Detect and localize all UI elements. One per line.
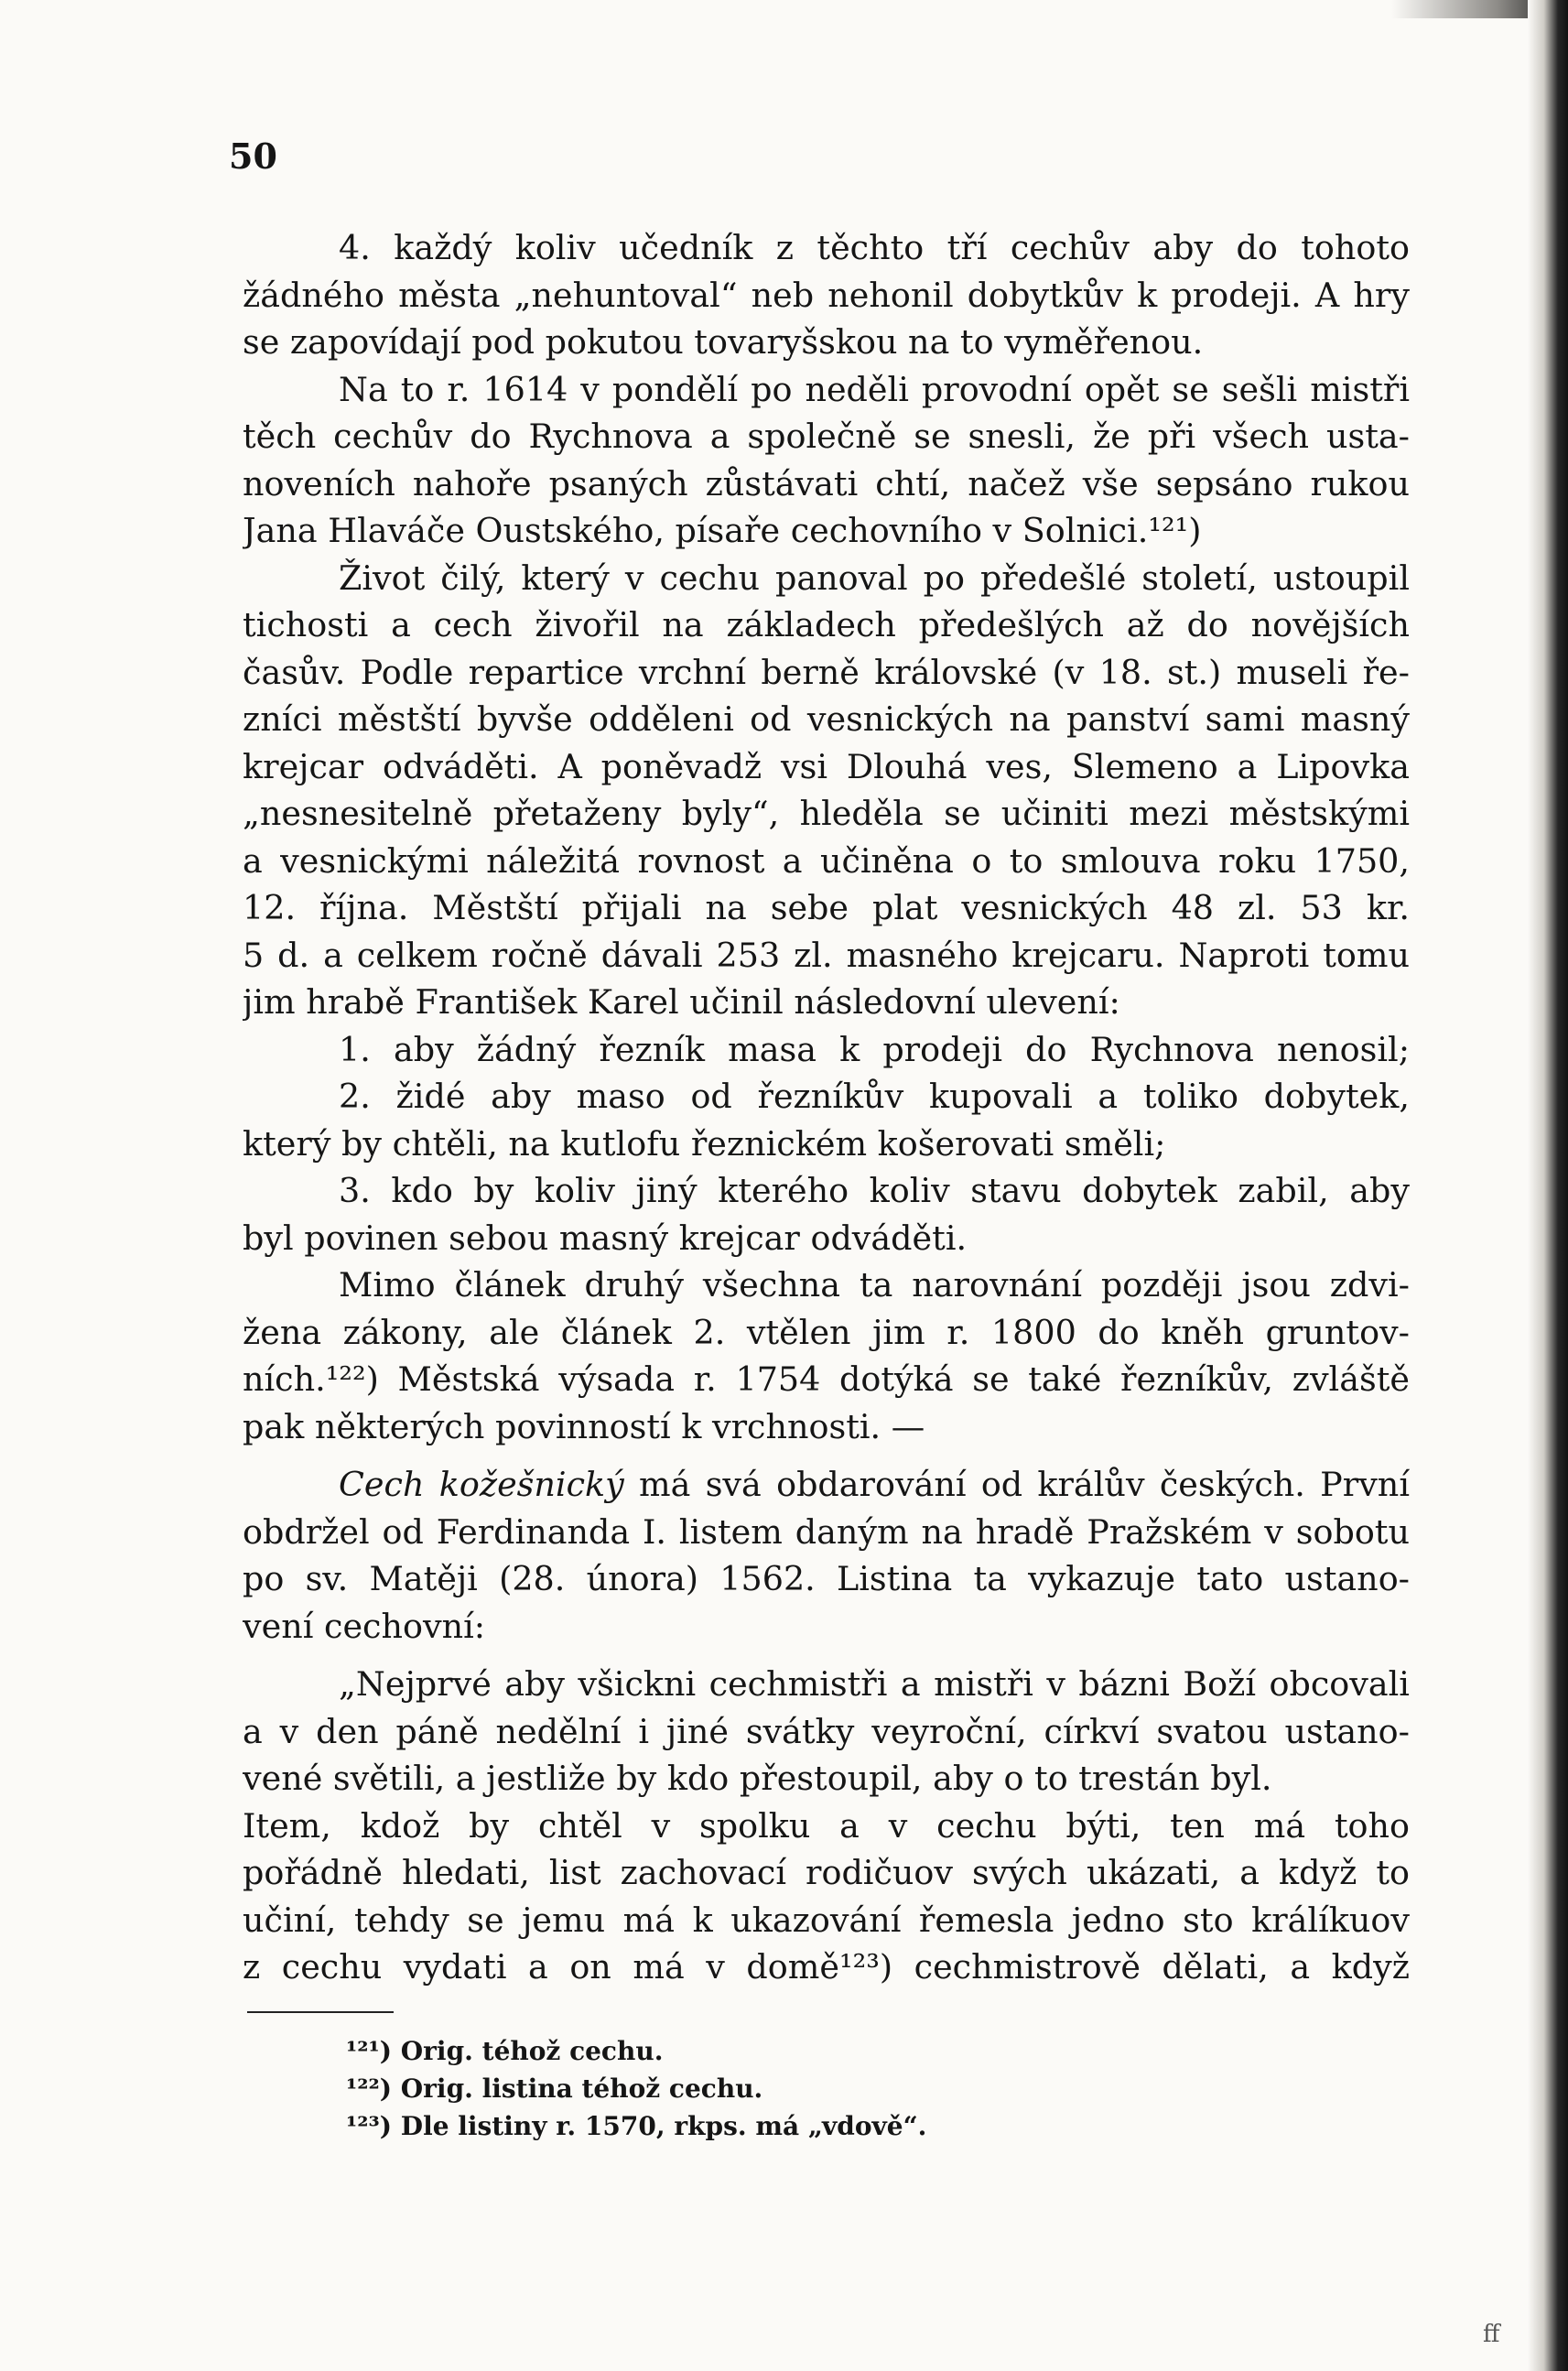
text-line: obdržel od Ferdinanda I. listem daným na hradě Pražském v sobotu (243, 1511, 1410, 1552)
text-line: žádného města „nehuntoval“ neb nehonil dobytkův k prodeji. A hry (243, 275, 1410, 315)
text-line: Jana Hlaváče Oustského, písaře cechovního v Solnici.¹²¹) (243, 511, 1202, 550)
text-line: byl povinen sebou masný krejcar odváděti. (243, 1218, 968, 1258)
quote-line: pořádně hledati, list zachovací rodičuov svých ukázati, a když to (243, 1853, 1410, 1892)
text-line: který by chtěli, na kutlofu řeznickém košerovati směli; (243, 1123, 1166, 1164)
footnote: ¹²²) Orig. listina téhož cechu. (346, 2073, 763, 2104)
text-line: časův. Podle repartice vrchní berně královské (v 18. st.) museli ře- (243, 652, 1410, 692)
text-line: pak některých povinností k vrchnosti. — (243, 1406, 925, 1446)
text-line: krejcar odváděti. A poněvadž vsi Dlouhá ves, Slemeno a Lipovka (243, 746, 1410, 786)
text-line: těch cechův do Rychnova a společně se snesli, že při všech usta- (243, 417, 1410, 456)
list-item: 3. kdo by koliv jiný kterého koliv stavu dobytek zabil, aby (339, 1171, 1410, 1210)
footnote: ¹²³) Dle listiny r. 1570, rkps. má „vdově“. (346, 2111, 927, 2141)
text-line: po sv. Matěji (28. února) 1562. Listina ta vykazuje tato ustano- (243, 1559, 1410, 1598)
text-line: 4. každý koliv učedník z těchto tří cechův aby do tohoto (339, 228, 1410, 267)
text-line: se zapovídají pod pokutou tovaryšskou na to vyměřenou. (243, 322, 1204, 362)
list-item: 2. židé aby maso od řezníkův kupovali a toliko dobytek, (339, 1077, 1410, 1116)
scan-shadow-edge (1528, 0, 1568, 2371)
list-item: 1. aby žádný řezník masa k prodeji do Rychnova nenosil; (339, 1029, 1410, 1069)
text-line: žena zákony, ale článek 2. vtělen jim r. 1800 do kněh gruntov- (243, 1312, 1410, 1352)
text-line: zníci městští byvše odděleni od vesnických na panství sami masný (243, 699, 1410, 739)
corner-mark: ff (1483, 2321, 1500, 2348)
text-line: 12. října. Městští přijali na sebe plat vesnických 48 zl. 53 kr. (243, 888, 1410, 927)
text-line: 5 d. a celkem ročně dávali 253 zl. masného krejcaru. Naproti tomu (243, 935, 1410, 975)
text-line: Cech kožešnický má svá obdarování od králův českých. První (339, 1465, 1410, 1504)
body-text (243, 224, 1410, 1991)
text-line: Život čilý, který v cechu panoval po předešlé století, ustoupil (339, 558, 1410, 598)
text-line: Mimo článek druhý všechna ta narovnání později jsou zdvi- (339, 1265, 1410, 1305)
text-line: Na to r. 1614 v pondělí po neděli provodní opět se sešli mistři (339, 369, 1410, 409)
quote-line: učiní, tehdy se jemu má k ukazování řemesla jedno sto králíkuov (243, 1900, 1410, 1940)
quote-line: vené světili, a jestliže by kdo přestoupil, aby o to trestán byl. (243, 1759, 1272, 1798)
text-line: „nesnesitelně přetaženy byly“, hleděla se učiniti mezi městskými (243, 794, 1410, 833)
quote-line: a v den páně nedělní i jiné svátky veyroční, církví svatou ustano- (243, 1711, 1410, 1751)
text-line: tichosti a cech živořil na základech předešlých až do novějších (243, 605, 1410, 644)
footnotes (346, 2032, 1170, 2145)
text-line: ních.¹²²) Městská výsada r. 1754 dotýká se také řezníkův, zvláště (243, 1359, 1410, 1399)
footnote-rule (247, 2011, 394, 2013)
footnote: ¹²¹) Orig. téhož cechu. (346, 2036, 664, 2066)
page-number: 50 (229, 135, 277, 177)
quote-line: Item, kdož by chtěl v spolku a v cechu býti, ten má toho (243, 1805, 1410, 1846)
text-line: a vesnickými náležitá rovnost a učiněna o to smlouva roku 1750, (243, 840, 1410, 881)
text-line: jim hrabě František Karel učinil následovní ulevení: (243, 982, 1120, 1022)
quote-line: „Nejprvé aby všickni cechmistři a mistři v bázni Boží obcovali (339, 1664, 1410, 1704)
quote-line: z cechu vydati a on má v domě¹²³) cechmistrově dělati, a když (243, 1947, 1410, 1987)
text-line: noveních nahoře psaných zůstávati chtí, načež vše sepsáno rukou (243, 463, 1410, 503)
text-line: vení cechovní: (243, 1606, 486, 1646)
